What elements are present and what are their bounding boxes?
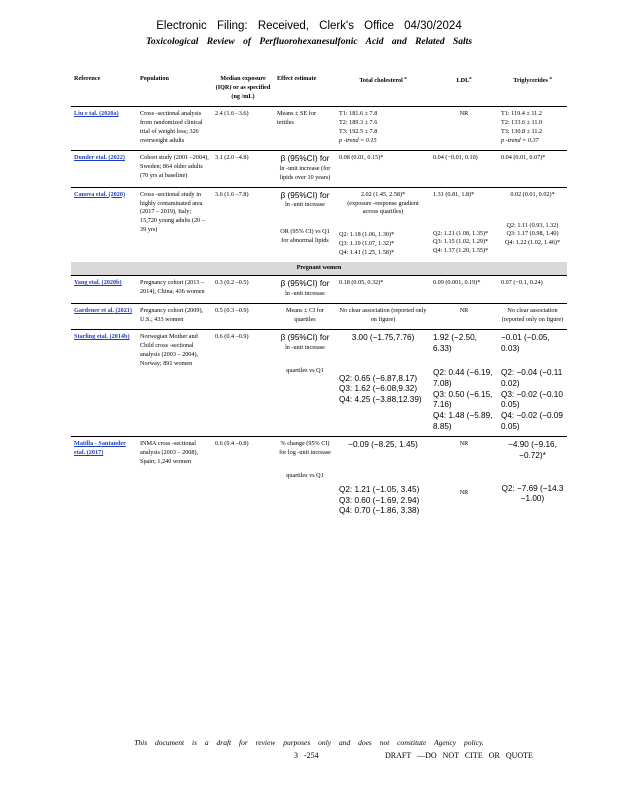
tc-cell: 2.02 (1.45, 2.58)* (exposure -response gradient across quartiles) Q2: 1.18 (1.06, 1.30)* Q3: 1.19 (1.07, 1.32)* Q4: 1.41 (1.25, 1.58)* [339,190,419,257]
table-row [71,330,567,437]
draft-disclaimer: This document is a draft for review purposes only and does not constitute Agency policy. [134,738,484,747]
table-row [71,276,567,304]
tg-cell: 0.02 (0.01, 0.02)* Q2: 1.11 (0.93, 1.32) Q3: 1.17 (0.98, 1.40) Q4: 1.22 (1.02, 1.46)* [504,190,561,247]
exposure-cell: 0.3 (0.2 –0.5) [212,276,274,304]
tg-cell: No clear association (reported only on figure) [498,304,567,330]
col-total-cholesterol: Total cholesterol $^a$ [336,72,430,106]
effect-cell: % change (95% CI) for log -unit increase quartiles vs Q1 [279,440,331,480]
tg-cell: −0.01 (−0.05, 0.03) Q2: −0.04 (−0.11 0.02) Q3: −0.02 (−0.10 0.05) Q4: −0.02 (−0.09 0.05) [498,330,567,437]
reference-link[interactable]: Starling etal. (2014b) [74,333,130,341]
tc-cell: No clear association (reported only on figure) [336,304,430,330]
tc-cell: 3.00 (−1.75,7.76) Q2: 0.65 (−6.87,8.17) Q3: 1.62 (−6.08,9.32) Q4: 4.25 (−3.88,12.39) [336,330,430,437]
ldl-cell: NR NR [459,440,469,497]
effect-cell: β (95%CI) for ln -unit increase (for lipids over 10 years) [274,150,336,187]
table-row [71,437,567,521]
reference-link[interactable]: Matilla - Santander etal. (2017) [74,440,126,457]
ldl-cell: NR [430,106,498,150]
ldl-cell: 0.04 (−0.01, 0.10) [430,150,498,187]
col-triglycerides: Triglycerides $^a$ [498,72,567,106]
population-cell: Pregnancy cohort (2013 – 2014), China; 436 women [137,276,212,304]
tc-cell: 0.18 (0.05, 0.32)* [336,276,430,304]
tg-cell: 0.07 (−0.1, 0.24) [498,276,567,304]
effect-cell: Means ± CI for quartiles [274,304,336,330]
population-cell: INMA cross -sectional analysis (2003 – 2008), Spain; 1,240 women [140,440,199,466]
population-cell: Cross -sectional study in highly contaminated area (2017 – 2019), Italy; 15,720 young adults (20 –39 yrs) [140,190,205,234]
col-reference: Reference [71,72,137,106]
draft-notice: DRAFT —DO NOT CITE OR QUOTE [385,751,533,760]
table-row [71,150,567,187]
col-exposure: Median exposure (IQR) or as specified (ng /mL) [212,72,274,106]
tg-cell: 0.04 (0.01, 0.07)* [498,150,567,187]
reference-link[interactable]: Canova etal. (2020) [74,190,126,198]
table-row [71,187,567,262]
population-cell: Cross -sectional analysis from randomized clinical trial of weight loss; 326 overweight adults [137,106,212,150]
ldl-cell: NR [430,304,498,330]
ldl-cell: 1.92 (−2.50, 6.33) Q2: 0.44 (−6.19, 7.08) Q3: 0.50 (−6.15, 7.16) Q4: 1.48 (−5.89, 8.85) [430,330,498,437]
tc-cell: −0.09 (−8.25, 1.45) Q2: 1.21 (−1.05, 3.45) Q3: 0.60 (−1.69, 2.94) Q4: 0.70 (−1.86, 3.38) [339,440,420,516]
reference-link[interactable]: Yang etal. (2020b) [74,279,122,287]
filing-stamp: Electronic Filing: Received, Clerk's Office 04/30/2024 [156,20,462,32]
population-cell: Cohort study (2001 –2004), Sweden; 864 older adults (70 yrs at baseline) [137,150,212,187]
population-cell: Pregnancy cohort (2009), U.S.; 433 women [137,304,212,330]
effect-cell: Means ± SE for tertiles [274,106,336,150]
tg-cell: −4.90 (−9.16, −0.72)* Q2: −7.69 (−14.3 −1.00) [501,440,564,504]
population-cell: Norwegian Mother and Child cross -sectional analysis (2003 – 2004), Norway; 891 women [137,330,212,437]
section-band: Pregnant women [71,262,567,275]
reference-link[interactable]: Gardener et al. (2021) [74,307,132,315]
exposure-cell: 0.6 (0.4 –0.8) [215,440,249,448]
page-number: 3 -254 [294,751,319,760]
exposure-cell: 2.4 (1.6 –3.6) [212,106,274,150]
tc-cell: 0.08 (0.01, 0.15)* [336,150,430,187]
exposure-cell: 3.1 (2.0 –4.8) [212,150,274,187]
exposure-cell: 0.6 (0.4 –0.9) [212,330,274,437]
effect-cell: β (95%CI) for ln -unit increase quartiles vs Q1 [274,330,336,437]
col-population: Population [137,72,212,106]
effect-cell: β (95%CI) for ln -unit increase OR (95% CI) vs Q1 for abnormal lipids [280,190,330,245]
tg-cell: T1: 119.4 ± 11.2 T2: 133.6 ± 11.0 T3: 130.8 ± 11.2 p -trend = 0.37 [498,106,567,150]
col-ldl: LDL$^a$ [430,72,498,106]
data-table [71,72,567,521]
effect-cell: β (95%CI) for ln -unit increase [274,276,336,304]
tc-cell: T1: 181.6 ± 7.8 T2: 189.3 ± 7.6 T3: 192.5 ± 7.8 p -trend = 0.15 [336,106,430,150]
document-title: Toxicological Review of Perfluorohexanesulfonic Acid and Related Salts [145,37,473,47]
col-effect: Effect estimate [274,72,336,106]
reference-link[interactable]: Liu e tal. (2020a) [74,109,119,117]
exposure-cell: 0.5 (0.3 –0.9) [212,304,274,330]
table-row [71,106,567,150]
exposure-cell: 3.6 (1.6 –7.8) [215,190,249,198]
ldl-cell: 1.31 (0.81, 1.8)* Q2: 1.21 (1.08, 1.35)* Q3: 1.15 (1.02, 1.29)* Q4: 1.37 (1.20, 1.55)* [433,190,489,255]
table-header-row [71,72,567,106]
reference-link[interactable]: Dunder etal. (2022) [74,153,125,161]
ldl-cell: 0.09 (0.001, 0.19)* [430,276,498,304]
table-row [71,304,567,330]
